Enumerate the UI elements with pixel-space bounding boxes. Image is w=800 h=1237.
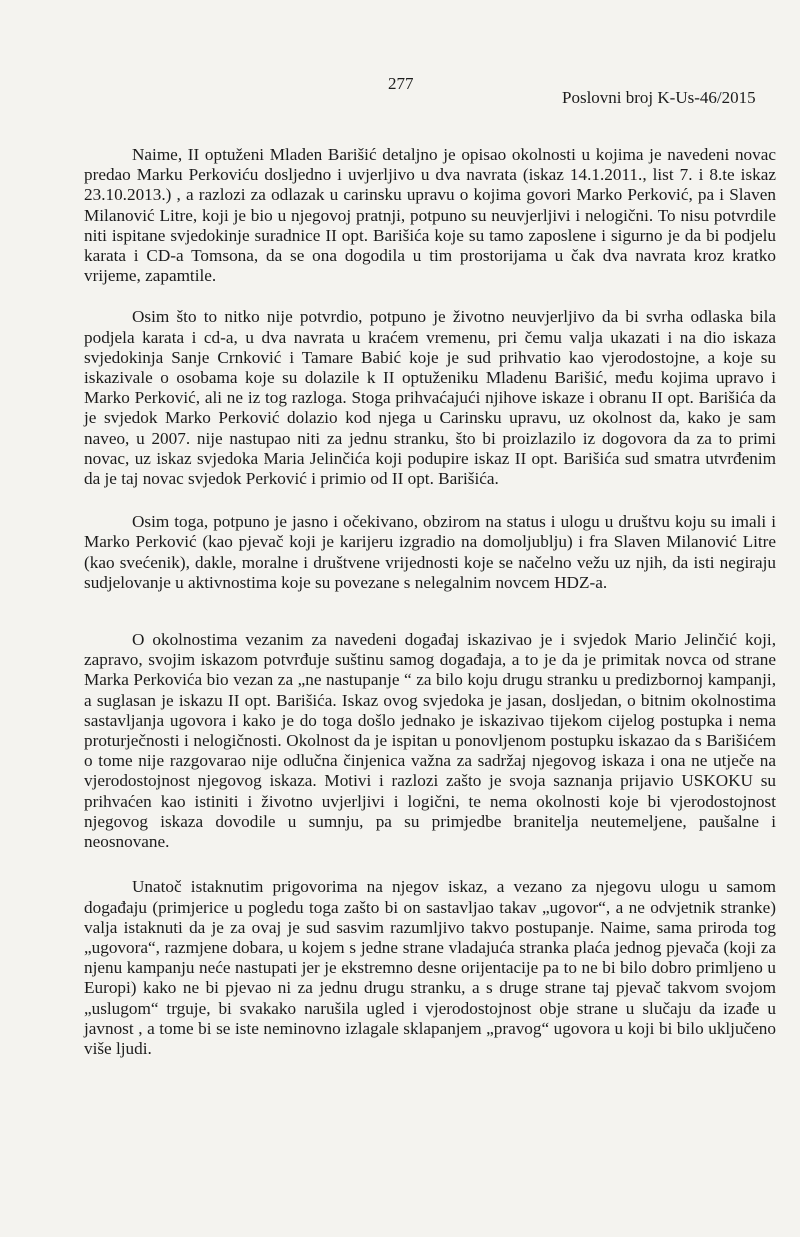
paragraph-3: Osim toga, potpuno je jasno i očekivano, obzirom na status i ulogu u društvu koju su imali i Marko Perković (kao pjevač koji je karijeru izgradio na domoljublju) i fra Slaven Milanović Litre (kao svećenik), dakle, moralne i društvene vrijednosti koje se načelno vežu uz njih, da isti negiraju sudjelovanje u aktivnostima koje su povezane s nelegalnim novcem HDZ-a. bbox=[84, 512, 776, 592]
paragraph-4: O okolnostima vezanim za navedeni događaj iskazivao je i svjedok Mario Jelinčić koji, zapravo, svojim iskazom potvrđuje suštinu samog događaja, a to je da je primitak novca od strane Marka Perkovića bio vezan za „ne nastupanje “ za bilo koju drugu stranku u predizbornoj kampanji, a suglasan je iskazu II opt. Barišića. Iskaz ovog svjedoka je jasan, dosljedan, o bitnim okolnostima sastavljanja ugovora i kako je do toga došlo jednako je iskazivao tijekom cijelog postupka i nema proturječnosti i nelogičnosti. Okolnost da je ispitan u ponovljenom postupku iskazao da s Barišićem o tome nije razgovarao nije odlučna činjenica važna za sadržaj njegovog iskaza i ona ne utječe na vjerodostojnost njegovog iskaza. Motivi i razlozi zašto je svoja saznanja prijavio USKOKU su prihvaćen kao istiniti i životno uvjerljivi i logični, te nema okolnosti koje bi vjerodostojnost njegovog iskaza dovodile u sumnju, pa su primjedbe branitelja neutemeljene, paušalne i neosnovane. bbox=[84, 630, 776, 852]
page-number: 277 bbox=[388, 74, 414, 93]
case-number: Poslovni broj K-Us-46/2015 bbox=[562, 88, 756, 107]
paragraph-5: Unatoč istaknutim prigovorima na njegov iskaz, a vezano za njegovu ulogu u samom događaju (primjerice u pogledu toga zašto bi on sastavljao takav „ugovor“, a ne odvjetnik stranke) valja istaknuti da je za ovaj je sud sasvim razumljivo takvo postupanje. Naime, sama priroda tog „ugovora“, razmjene dobara, u kojem s jedne strane vladajuća stranka plaća jednog pjevača (koji za njenu kampanju neće nastupati jer je ekstremno desne orijentacije pa to ne bi bilo dobro primljeno u Europi) kako ne bi pjevao ni za jednu drugu stranku, a s druge strane taj pjevač takvom svojom „uslugom“ trguje, bi svakako narušila ugled i vjerodostojnost obje strane u slučaju da izađe u javnost , a tome bi se iste neminovno izlagale sklapanjem „pravog“ ugovora u koji bi bilo uključeno više ljudi. bbox=[84, 877, 776, 1058]
document-body bbox=[84, 145, 776, 1059]
paragraph-2: Osim što to nitko nije potvrdio, potpuno je životno neuvjerljivo da bi svrha odlaska bila podjela karata i cd-a, u dva navrata u kraćem vremenu, pri čemu valja ukazati i na dio iskaza svjedokinja Sanje Crnković i Tamare Babić koje je sud prihvatio kao vjerodostojne, a koje su iskazivale o osobama koje su dolazile k II optuženiku Mladenu Barišić, među kojima upravo i Marko Perković, ali ne iz tog razloga. Stoga prihvaćajući njihove iskaze i obranu II opt. Barišića da je svjedok Marko Perković dolazio kod njega u Carinsku upravu, uz okolnost da, kako je sam naveo, u 2007. nije nastupao niti za jednu stranku, što bi proizlazilo iz dogovora da za to primi novac, uz iskaz svjedoka Maria Jelinčića koji podupire iskaz II opt. Barišića sud smatra utvrđenim da je taj novac svjedok Perković i primio od II opt. Barišića. bbox=[84, 307, 776, 489]
paragraph-1: Naime, II optuženi Mladen Barišić detaljno je opisao okolnosti u kojima je navedeni novac predao Marku Perkoviću dosljedno i uvjerljivo u dva navrata (iskaz 14.1.2011., list 7. i 8.te iskaz 23.10.2013.) , a razlozi za odlazak u carinsku upravu o kojima govori Marko Perković, pa i Slaven Milanović Litre, koji je bio u njegovoj pratnji, potpuno su neuvjerljivi i nelogični. To nisu potvrdile niti ispitane svjedokinje suradnice II opt. Barišića koje su tamo zaposlene i sigurno je da bi podjelu karata i CD-a Tomsona, da se ona dogodila u tim prostorijama u čak dva navrata kroz kratko vrijeme, zapamtile. bbox=[84, 145, 776, 286]
